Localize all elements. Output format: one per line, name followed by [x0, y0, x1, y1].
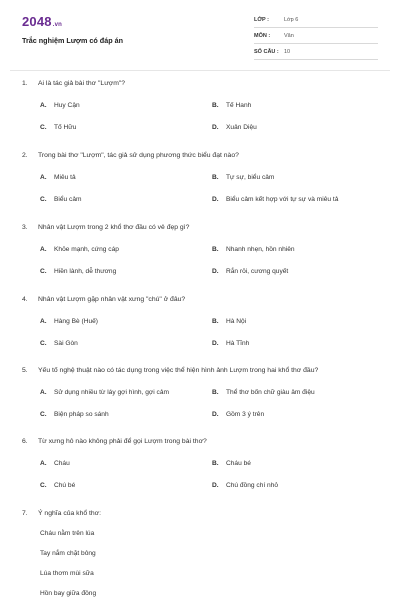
- question-text: [22, 152, 382, 159]
- option-a[interactable]: [40, 246, 119, 253]
- option-text: Thể thơ bốn chữ giàu âm điệu: [226, 389, 315, 396]
- question-5: [22, 367, 382, 418]
- option-c[interactable]: [40, 196, 82, 203]
- option-a[interactable]: [40, 389, 169, 396]
- option-b[interactable]: [212, 174, 274, 181]
- option-letter: B.: [212, 102, 219, 109]
- option-d[interactable]: [212, 411, 264, 418]
- option-d[interactable]: [212, 482, 278, 489]
- question-text: [22, 510, 382, 517]
- question-text: [22, 438, 382, 445]
- option-d[interactable]: [212, 268, 288, 275]
- option-letter: B.: [212, 174, 219, 181]
- question-3: [22, 224, 382, 275]
- option-a[interactable]: [40, 460, 70, 467]
- option-letter: A.: [40, 246, 47, 253]
- option-text: Huy Cận: [54, 102, 80, 109]
- option-c[interactable]: [40, 411, 109, 418]
- option-letter: B.: [212, 246, 219, 253]
- question-4: [22, 296, 382, 347]
- option-text: Hàng Bè (Huế): [54, 318, 98, 325]
- page-title: Trắc nghiệm Lượm có đáp án: [22, 36, 123, 45]
- question-text: [22, 296, 382, 303]
- option-letter: C.: [40, 411, 47, 418]
- option-letter: A.: [40, 460, 47, 467]
- option-d[interactable]: [212, 340, 249, 347]
- option-text: Biện pháp so sánh: [54, 411, 109, 418]
- option-d[interactable]: [212, 196, 338, 203]
- option-b[interactable]: [212, 389, 315, 396]
- option-text: Nhanh nhẹn, hồn nhiên: [226, 246, 295, 253]
- option-letter: B.: [212, 318, 219, 325]
- question-label: Từ xưng hô nào không phải để gọi Lượm trong bài thơ?: [38, 438, 207, 445]
- option-letter: A.: [40, 102, 47, 109]
- option-text: Hà Tĩnh: [226, 340, 250, 347]
- option-text: Biểu cảm: [54, 196, 82, 203]
- option-letter: A.: [40, 318, 47, 325]
- question-label: Trong bài thơ "Lượm", tác giả sử dụng phương thức biểu đạt nào?: [38, 152, 239, 159]
- logo-text: 2048: [22, 14, 52, 29]
- question-2: [22, 152, 382, 203]
- option-text: Xuân Diệu: [226, 124, 257, 131]
- meta-value: Văn: [284, 33, 294, 39]
- option-c[interactable]: [40, 268, 116, 275]
- option-text: Sài Gòn: [54, 340, 78, 347]
- question-number: 5.: [22, 367, 28, 374]
- option-letter: D.: [212, 124, 219, 131]
- option-text: Rắn rỏi, cương quyết: [226, 268, 289, 275]
- option-text: Tố Hữu: [54, 124, 77, 131]
- meta-key: MÔN :: [254, 33, 271, 39]
- option-text: Cháu bé: [226, 460, 251, 467]
- option-letter: D.: [212, 196, 219, 203]
- logo-suffix: .vn: [52, 22, 63, 28]
- option-letter: D.: [212, 268, 219, 275]
- header-divider: [10, 70, 390, 71]
- option-text: Tế Hanh: [226, 102, 252, 109]
- option-text: Biểu cảm kết hợp với tự sự và miêu tả: [226, 196, 339, 203]
- question-label: Nhân vật Lượm gặp nhân vật xưng "chú" ở đâu?: [38, 296, 186, 303]
- meta-key: SỐ CÂU :: [254, 49, 279, 55]
- question-number: 6.: [22, 438, 28, 445]
- poem-line: Tay nắm chặt bông: [40, 550, 96, 557]
- poem-line: Hồn bay giữa đồng: [40, 590, 97, 597]
- meta-value: 10: [284, 49, 291, 55]
- option-b[interactable]: [212, 318, 246, 325]
- option-d[interactable]: [212, 124, 257, 131]
- question-text: [22, 80, 382, 87]
- option-letter: A.: [40, 174, 47, 181]
- question-number: 3.: [22, 224, 28, 231]
- option-letter: C.: [40, 268, 47, 275]
- option-c[interactable]: [40, 340, 78, 347]
- meta-count-row: [254, 46, 378, 60]
- option-letter: C.: [40, 196, 47, 203]
- option-letter: C.: [40, 124, 47, 131]
- meta-value: Lớp 6: [284, 17, 299, 23]
- option-text: Miêu tả: [54, 174, 76, 181]
- document-header: [0, 0, 400, 70]
- question-number: 1.: [22, 80, 28, 87]
- question-label: Yếu tố nghệ thuật nào có tác dụng trong việc thể hiện hình ảnh Lượm trong hai khổ thơ đầu?: [38, 367, 319, 374]
- option-text: Sử dụng nhiều từ láy gợi hình, gợi cảm: [54, 389, 169, 396]
- meta-key: LỚP :: [254, 17, 269, 23]
- option-letter: B.: [212, 460, 219, 467]
- option-letter: D.: [212, 411, 219, 418]
- poem-line: Lúa thơm mùi sữa: [40, 570, 94, 577]
- meta-subject-row: [254, 30, 378, 44]
- option-letter: D.: [212, 482, 219, 489]
- option-letter: B.: [212, 389, 219, 396]
- option-text: Khỏe mạnh, cứng cáp: [54, 246, 119, 253]
- option-a[interactable]: [40, 102, 80, 109]
- poem-line: Cháu nằm trên lúa: [40, 530, 95, 537]
- question-text: [22, 224, 382, 231]
- question-1: [22, 80, 382, 131]
- question-text: [22, 367, 382, 374]
- option-a[interactable]: [40, 318, 98, 325]
- site-logo[interactable]: [22, 14, 62, 29]
- option-letter: C.: [40, 340, 47, 347]
- question-label: Ý nghĩa của khổ thơ:: [38, 510, 102, 517]
- option-text: Tự sự, biểu cảm: [226, 174, 275, 181]
- option-letter: A.: [40, 389, 47, 396]
- question-label: Ai là tác giả bài thơ "Lượm"?: [38, 80, 126, 87]
- question-number: 7.: [22, 510, 28, 517]
- option-letter: D.: [212, 340, 219, 347]
- meta-class-row: [254, 14, 378, 28]
- option-c[interactable]: [40, 124, 76, 131]
- option-b[interactable]: [212, 102, 251, 109]
- option-text: Hà Nội: [226, 318, 247, 325]
- question-7: [22, 510, 382, 597]
- option-text: Chú đồng chí nhỏ: [226, 482, 279, 489]
- option-c[interactable]: [40, 482, 75, 489]
- question-6: [22, 438, 382, 489]
- option-a[interactable]: [40, 174, 76, 181]
- option-text: Hiền lành, dễ thương: [54, 268, 117, 275]
- question-label: Nhân vật Lượm trong 2 khổ thơ đầu có vẻ đẹp gì?: [38, 224, 190, 231]
- option-b[interactable]: [212, 460, 251, 467]
- option-b[interactable]: [212, 246, 295, 253]
- option-text: Chú bé: [54, 482, 76, 489]
- option-text: Cháu: [54, 460, 70, 467]
- question-number: 4.: [22, 296, 28, 303]
- option-text: Gồm 3 ý trên: [226, 411, 265, 418]
- option-letter: C.: [40, 482, 47, 489]
- question-number: 2.: [22, 152, 28, 159]
